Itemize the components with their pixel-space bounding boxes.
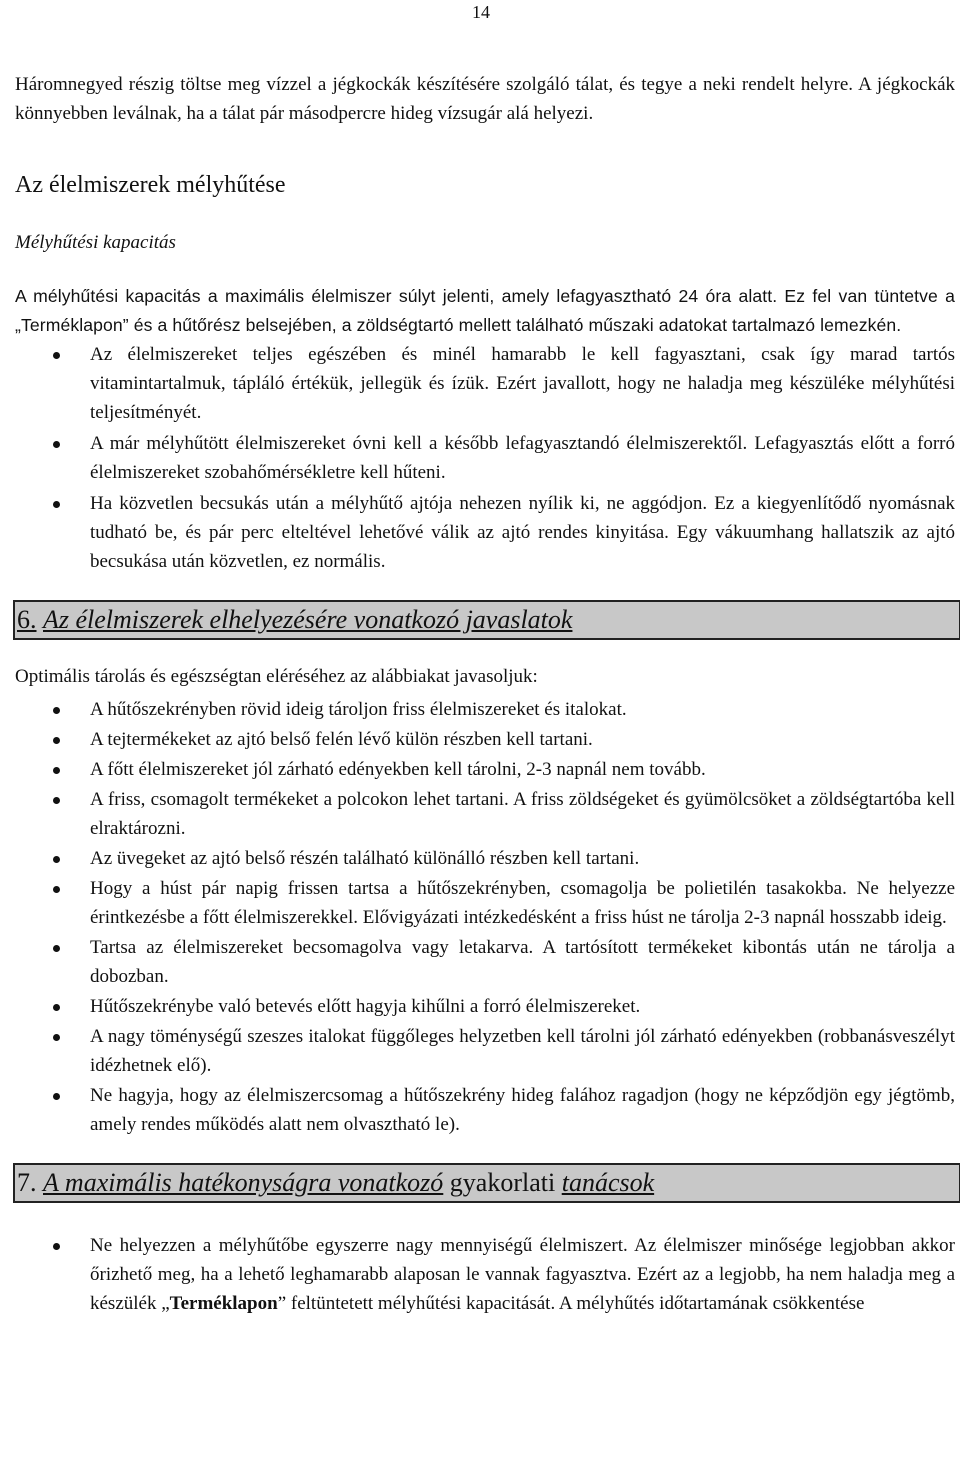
list-item-text: A friss, csomagolt termékeket a polcokon lehet tartani. A friss zöldségeket és gyümölcsöket a zöldségtartóba kell elraktározni.: [90, 789, 955, 839]
section-6-title: Az élelmiszerek elhelyezésére vonatkozó javaslatok: [43, 605, 573, 634]
section-6-intro: Optimális tárolás és egészségtan eléréséhez az alábbiakat javasoljuk:: [15, 666, 538, 687]
list-item-text: Az élelmiszereket teljes egészében és minél hamarabb le kell fagyasztani, csak így marad tartós vitamintartalmuk, tápláló értékük, jellegük és ízük. Ezért javallott, hogy ne haladja meg készüléke mélyhűtési teljesítményét.: [90, 344, 955, 423]
list-item: [15, 1231, 955, 1318]
list-item-text: Hűtőszekrénybe való betevés előtt hagyja kihűlni a forró élelmiszereket.: [90, 996, 641, 1017]
bullet-icon: [53, 1004, 60, 1011]
section-7-heading: [13, 1163, 960, 1203]
bullet-icon: [53, 945, 60, 952]
list-item-text: Ne hagyja, hogy az élelmiszercsomag a hűtőszekrény hideg falához ragadjon (hogy ne képződjön egy jégtömb, amely rendes működés alatt nem olvasztható le).: [90, 1085, 955, 1135]
section-7-title-part2: gyakorlati: [449, 1168, 556, 1197]
page-number: 14: [472, 2, 490, 22]
bullet-icon: [53, 1034, 60, 1041]
list-item: [15, 1081, 955, 1139]
bullet-icon: [53, 501, 60, 508]
list-item-text: Ha közvetlen becsukás után a mélyhűtő ajtója nehezen nyílik ki, ne aggódjon. Ez a kiegyenlítődő nyomásnak tudható be, és pár perc elteltével lehetővé válik az ajtó rendes kinyitása. Egy vákuumhang hallatszik az ajtó becsukása után közvetlen, ez normális.: [90, 493, 955, 572]
bullet-icon: [53, 1093, 60, 1100]
section-6-list: [15, 695, 955, 1139]
list-item: [15, 992, 955, 1021]
list-item: [15, 755, 955, 784]
bullet-icon: [53, 886, 60, 893]
freezing-subtitle: Mélyhűtési kapacitás: [15, 232, 176, 253]
list-item-text: Az üvegeket az ajtó belső részén található különálló részben kell tartani.: [90, 848, 640, 869]
bullet-icon: [53, 737, 60, 744]
list-item-text-part2: ” feltüntetett mélyhűtési kapacitását. A mélyhűtés időtartamának csökkentése: [277, 1293, 865, 1314]
list-item: [15, 489, 955, 576]
list-item-text: Hogy a húst pár napig frissen tartsa a hűtőszekrényben, csomagolja be polietilén tasakokba. Ne helyezze érintkezésbe a főtt élelmiszerekkel. Elővigyázati intézkedésként a friss húst ne tárolja 2-3 napnál hosszabb ideig.: [90, 878, 955, 928]
section-7-list: [15, 1231, 955, 1318]
section-7-number: 7.: [17, 1168, 37, 1197]
list-item-text: [90, 1235, 955, 1314]
list-item-text: A főtt élelmiszereket jól zárható edényekben kell tárolni, 2-3 napnál nem tovább.: [90, 759, 706, 780]
bullet-icon: [53, 441, 60, 448]
bullet-icon: [53, 797, 60, 804]
bullet-icon: [53, 856, 60, 863]
list-item-text-part1: Ne helyezzen a mélyhűtőbe egyszerre nagy mennyiségű élelmiszert. Az élelmiszer minősége legjobban akkor őrizhető meg, ha a lehető leghamarabb alaposan le vannak fagyasztva. Ezért az a legjobb, ha nem haladja meg a készülék „: [90, 1235, 955, 1314]
list-item: [15, 725, 955, 754]
bullet-icon: [53, 767, 60, 774]
list-item: [15, 785, 955, 843]
section-7-title-part1: A maximális hatékonyságra vonatkozó: [43, 1168, 444, 1197]
list-item: [15, 874, 955, 932]
bullet-icon: [53, 707, 60, 714]
list-item-text: A nagy töménységű szeszes italokat függőleges helyzetben kell tárolni jól zárható edényekben (robbanásveszélyt idézhetnek elő).: [90, 1026, 955, 1076]
section-7-title-part3: tanácsok: [561, 1168, 655, 1197]
list-item: [15, 340, 955, 427]
freezing-paragraph: A mélyhűtési kapacitás a maximális élelmiszer súlyt jelenti, amely lefagyasztható 24 óra alatt. Ez fel van tüntetve a „Terméklapon” és a hűtőrész belsejében, a zöldségtartó mellett található műszaki adatokat tartalmazó lemezkén.: [15, 286, 955, 335]
section-6-number: 6.: [17, 605, 37, 634]
page-content: [15, 70, 955, 1320]
bullet-icon: [53, 352, 60, 359]
list-item: [15, 1022, 955, 1080]
product-sheet-term: Terméklapon: [169, 1293, 278, 1314]
list-item-text: A tejtermékeket az ajtó belső felén lévő külön részben kell tartani.: [90, 729, 593, 750]
section-6-heading: [13, 600, 960, 640]
intro-paragraph: Háromnegyed részig töltse meg vízzel a jégkockák készítésére szolgáló tálat, és tegye a neki rendelt helyre. A jégkockák könnyebben leválnak, ha a tálat pár másodpercre hideg vízsugár alá helyezi.: [15, 74, 955, 124]
list-item: [15, 844, 955, 873]
freezing-title: Az élelmiszerek mélyhűtése: [15, 172, 286, 198]
list-item: [15, 695, 955, 724]
list-item: [15, 933, 955, 991]
list-item-text: Tartsa az élelmiszereket becsomagolva vagy letakarva. A tartósított termékeket kibontás után ne tárolja a dobozban.: [90, 937, 955, 987]
list-item: [15, 429, 955, 487]
bullet-icon: [53, 1243, 60, 1250]
list-item-text: A hűtőszekrényben rövid ideig tároljon friss élelmiszereket és italokat.: [90, 699, 627, 720]
list-item-text: A már mélyhűtött élelmiszereket óvni kell a később lefagyasztandó élelmiszerektől. Lefagyasztás előtt a forró élelmiszereket szobahőmérsékletre kell hűteni.: [90, 433, 955, 483]
freezing-list: [15, 340, 955, 576]
